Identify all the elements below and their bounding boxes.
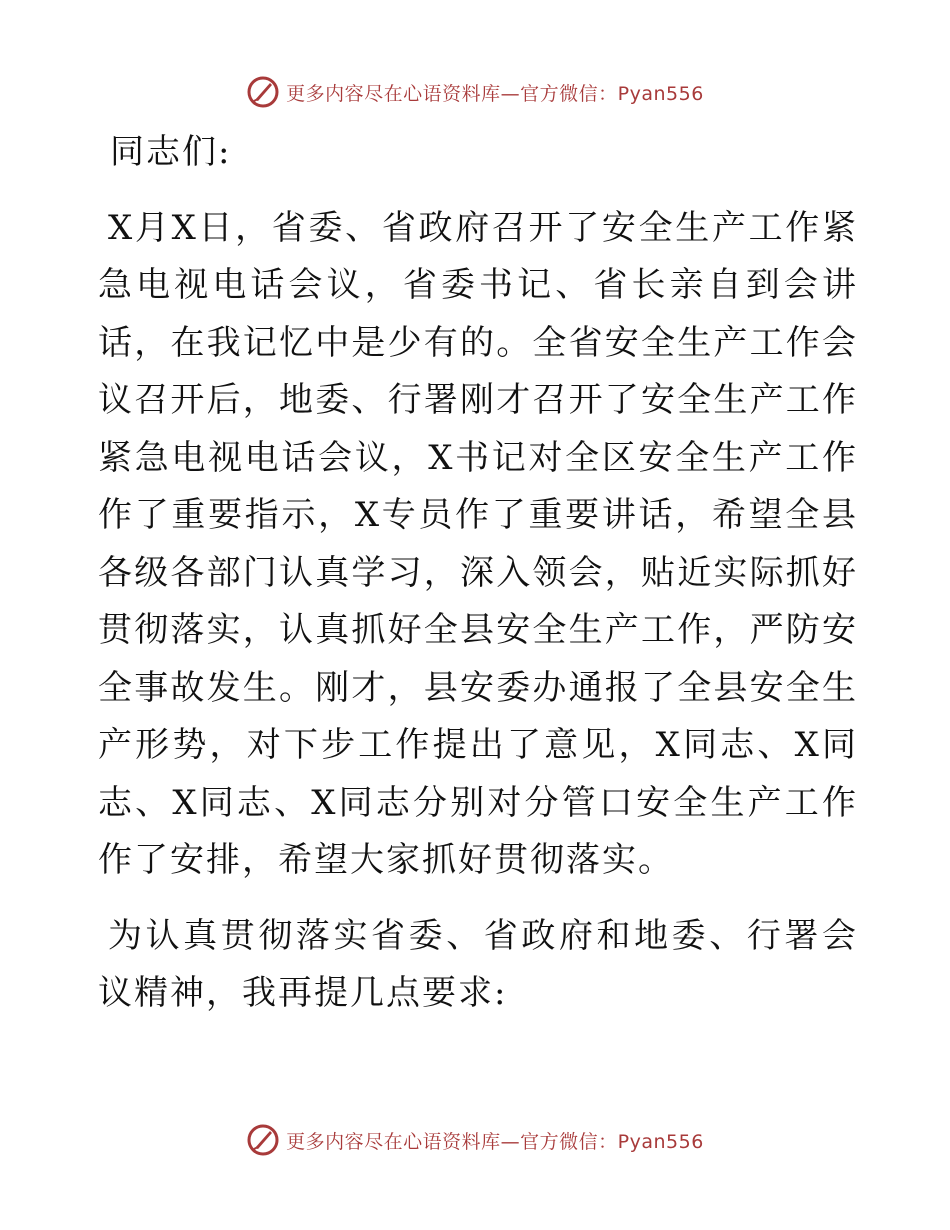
greeting: 同志们: [110,132,232,172]
document-body [98,124,858,1023]
paragraph: 为认真贯彻落实省委、省政府和地委、行署会议精神，我再提几点要求: [98,915,858,1013]
quill-seal-icon [246,1123,280,1157]
paragraph: X月X日，省委、省政府召开了安全生产工作紧急电视电话会议，省委书记、省长亲自到会讲话，在我记忆中是少有的。全省安全生产工作会议召开后，地委、行署刚才召开了安全生产工作紧急电视电话会议，X书记对全区安全生产工作作了重要指示，X专员作了重要讲话，希望全县各级各部门认真学习，深入领会，贴近实际抓好贯彻落实，认真抓好全县安全生产工作，严防安全事故发生。刚才，县安委办通报了全县安全生产形势，对下步工作提出了意见，X同志、X同志、X同志、X同志分别对分管口安全生产工作作了安排，希望大家抓好贯彻落实。 [98,207,858,880]
footer-watermark [0,1120,950,1160]
quill-seal-icon [246,75,280,109]
header-watermark [0,72,950,112]
watermark-text: 更多内容尽在心语资料库—官方微信：Pyan556 [286,1130,704,1153]
watermark-text: 更多内容尽在心语资料库—官方微信：Pyan556 [286,82,704,105]
